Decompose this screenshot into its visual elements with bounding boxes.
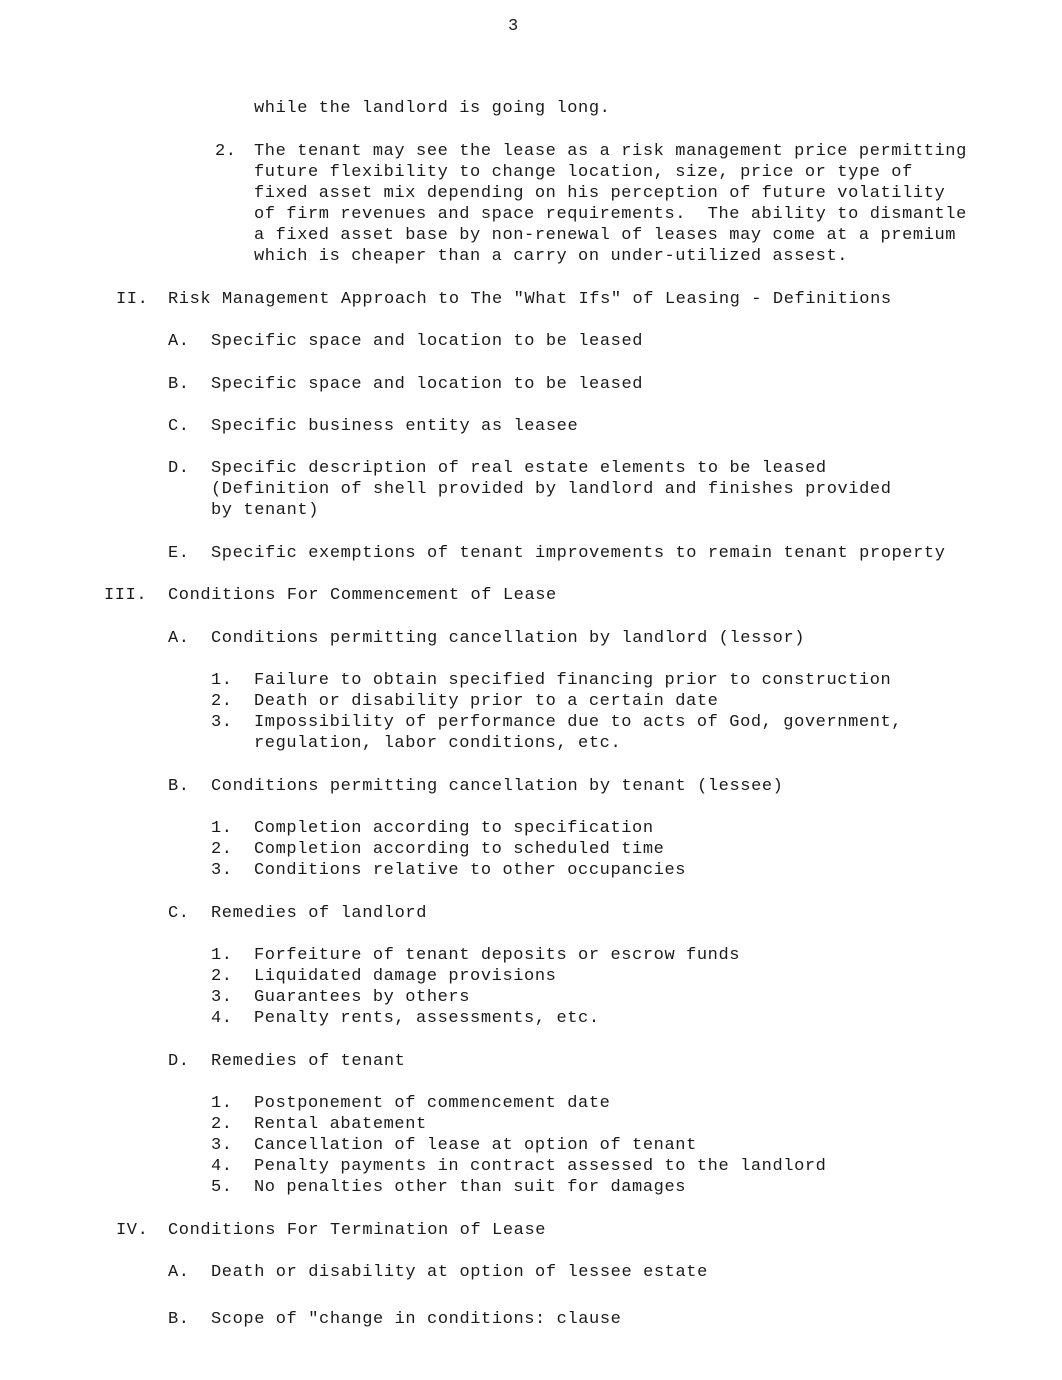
section-3-d-item-1-number: 1. — [211, 1094, 233, 1113]
section-3-c-title: Remedies of landlord — [211, 904, 428, 923]
section-3-c-letter: C. — [168, 904, 190, 923]
section-3-d-title: Remedies of tenant — [211, 1052, 406, 1071]
section-3-a-item-3-line-1: Impossibility of performance due to acts of God, government, — [254, 713, 903, 732]
section-2-item-d-line-3: by tenant) — [211, 501, 320, 520]
section-3-a-item-2: Death or disability prior to a certain date — [254, 692, 719, 711]
section-3-b-item-1-number: 1. — [211, 819, 233, 838]
section-2-number: II. — [116, 290, 149, 309]
section-3-c-item-4-number: 4. — [211, 1009, 233, 1028]
section-4-item-a: Death or disability at option of lessee estate — [211, 1263, 708, 1282]
section-2-heading: Risk Management Approach to The "What Ifs" of Leasing - Definitions — [168, 290, 892, 309]
section-2-item-d-line-2: (Definition of shell provided by landlord and finishes provided — [211, 480, 892, 499]
section-3-a-item-3-number: 3. — [211, 713, 233, 732]
section-3-c-item-1: Forfeiture of tenant deposits or escrow funds — [254, 946, 741, 965]
section-2-item-b-letter: B. — [168, 375, 190, 394]
section-3-d-item-2-number: 2. — [211, 1115, 233, 1134]
section-3-a-item-1: Failure to obtain specified financing prior to construction — [254, 671, 892, 690]
section-3-d-item-5: No penalties other than suit for damages — [254, 1178, 687, 1197]
section-3-a-item-1-number: 1. — [211, 671, 233, 690]
point-2-line-6: which is cheaper than a carry on under-utilized assest. — [254, 247, 849, 266]
section-2-item-a: Specific space and location to be leased — [211, 332, 644, 351]
section-3-b-item-1: Completion according to specification — [254, 819, 654, 838]
section-3-c-item-2-number: 2. — [211, 967, 233, 986]
section-4-item-b: Scope of "change in conditions: clause — [211, 1310, 622, 1329]
section-3-number: III. — [104, 586, 148, 605]
section-3-c-item-3: Guarantees by others — [254, 988, 471, 1007]
section-2-item-d-letter: D. — [168, 459, 190, 478]
section-3-d-item-1: Postponement of commencement date — [254, 1094, 611, 1113]
point-2-line-3: fixed asset mix depending on his perception of future volatility — [254, 184, 946, 203]
section-3-a-letter: A. — [168, 629, 190, 648]
section-3-a-item-3-line-2: regulation, labor conditions, etc. — [254, 734, 622, 753]
section-3-c-item-3-number: 3. — [211, 988, 233, 1007]
section-3-b-item-2: Completion according to scheduled time — [254, 840, 665, 859]
section-3-d-item-3: Cancellation of lease at option of tenant — [254, 1136, 697, 1155]
point-2-line-5: a fixed asset base by non-renewal of leases may come at a premium — [254, 226, 957, 245]
section-3-c-item-2: Liquidated damage provisions — [254, 967, 557, 986]
section-2-item-b: Specific space and location to be leased — [211, 375, 644, 394]
section-2-item-a-letter: A. — [168, 332, 190, 351]
section-3-b-letter: B. — [168, 777, 190, 796]
section-2-item-c: Specific business entity as leasee — [211, 417, 579, 436]
section-3-b-item-2-number: 2. — [211, 840, 233, 859]
section-2-item-c-letter: C. — [168, 417, 190, 436]
section-3-a-title: Conditions permitting cancellation by landlord (lessor) — [211, 629, 806, 648]
section-3-b-item-3-number: 3. — [211, 861, 233, 880]
page-number: 3 — [508, 17, 519, 36]
point-2-line-2: future flexibility to change location, size, price or type of — [254, 163, 913, 182]
section-3-d-item-4-number: 4. — [211, 1157, 233, 1176]
section-3-d-item-4: Penalty payments in contract assessed to the landlord — [254, 1157, 827, 1176]
section-3-b-item-3: Conditions relative to other occupancies — [254, 861, 687, 880]
section-2-item-e-letter: E. — [168, 544, 190, 563]
section-2-item-d-line-1: Specific description of real estate elements to be leased — [211, 459, 827, 478]
section-3-d-item-5-number: 5. — [211, 1178, 233, 1197]
point-2-line-1: The tenant may see the lease as a risk management price permitting — [254, 142, 967, 161]
point-2-number: 2. — [215, 142, 237, 161]
intro-continuation: while the landlord is going long. — [254, 99, 611, 118]
section-3-a-item-2-number: 2. — [211, 692, 233, 711]
section-3-d-item-2: Rental abatement — [254, 1115, 427, 1134]
section-4-number: IV. — [116, 1221, 149, 1240]
section-4-item-b-letter: B. — [168, 1310, 190, 1329]
section-3-c-item-4: Penalty rents, assessments, etc. — [254, 1009, 600, 1028]
section-4-item-a-letter: A. — [168, 1263, 190, 1282]
section-3-d-letter: D. — [168, 1052, 190, 1071]
section-4-heading: Conditions For Termination of Lease — [168, 1221, 547, 1240]
point-2-line-4: of firm revenues and space requirements. The ability to dismantle — [254, 205, 967, 224]
section-3-b-title: Conditions permitting cancellation by tenant (lessee) — [211, 777, 784, 796]
section-3-heading: Conditions For Commencement of Lease — [168, 586, 557, 605]
section-3-c-item-1-number: 1. — [211, 946, 233, 965]
section-2-item-e: Specific exemptions of tenant improvements to remain tenant property — [211, 544, 946, 563]
section-3-d-item-3-number: 3. — [211, 1136, 233, 1155]
